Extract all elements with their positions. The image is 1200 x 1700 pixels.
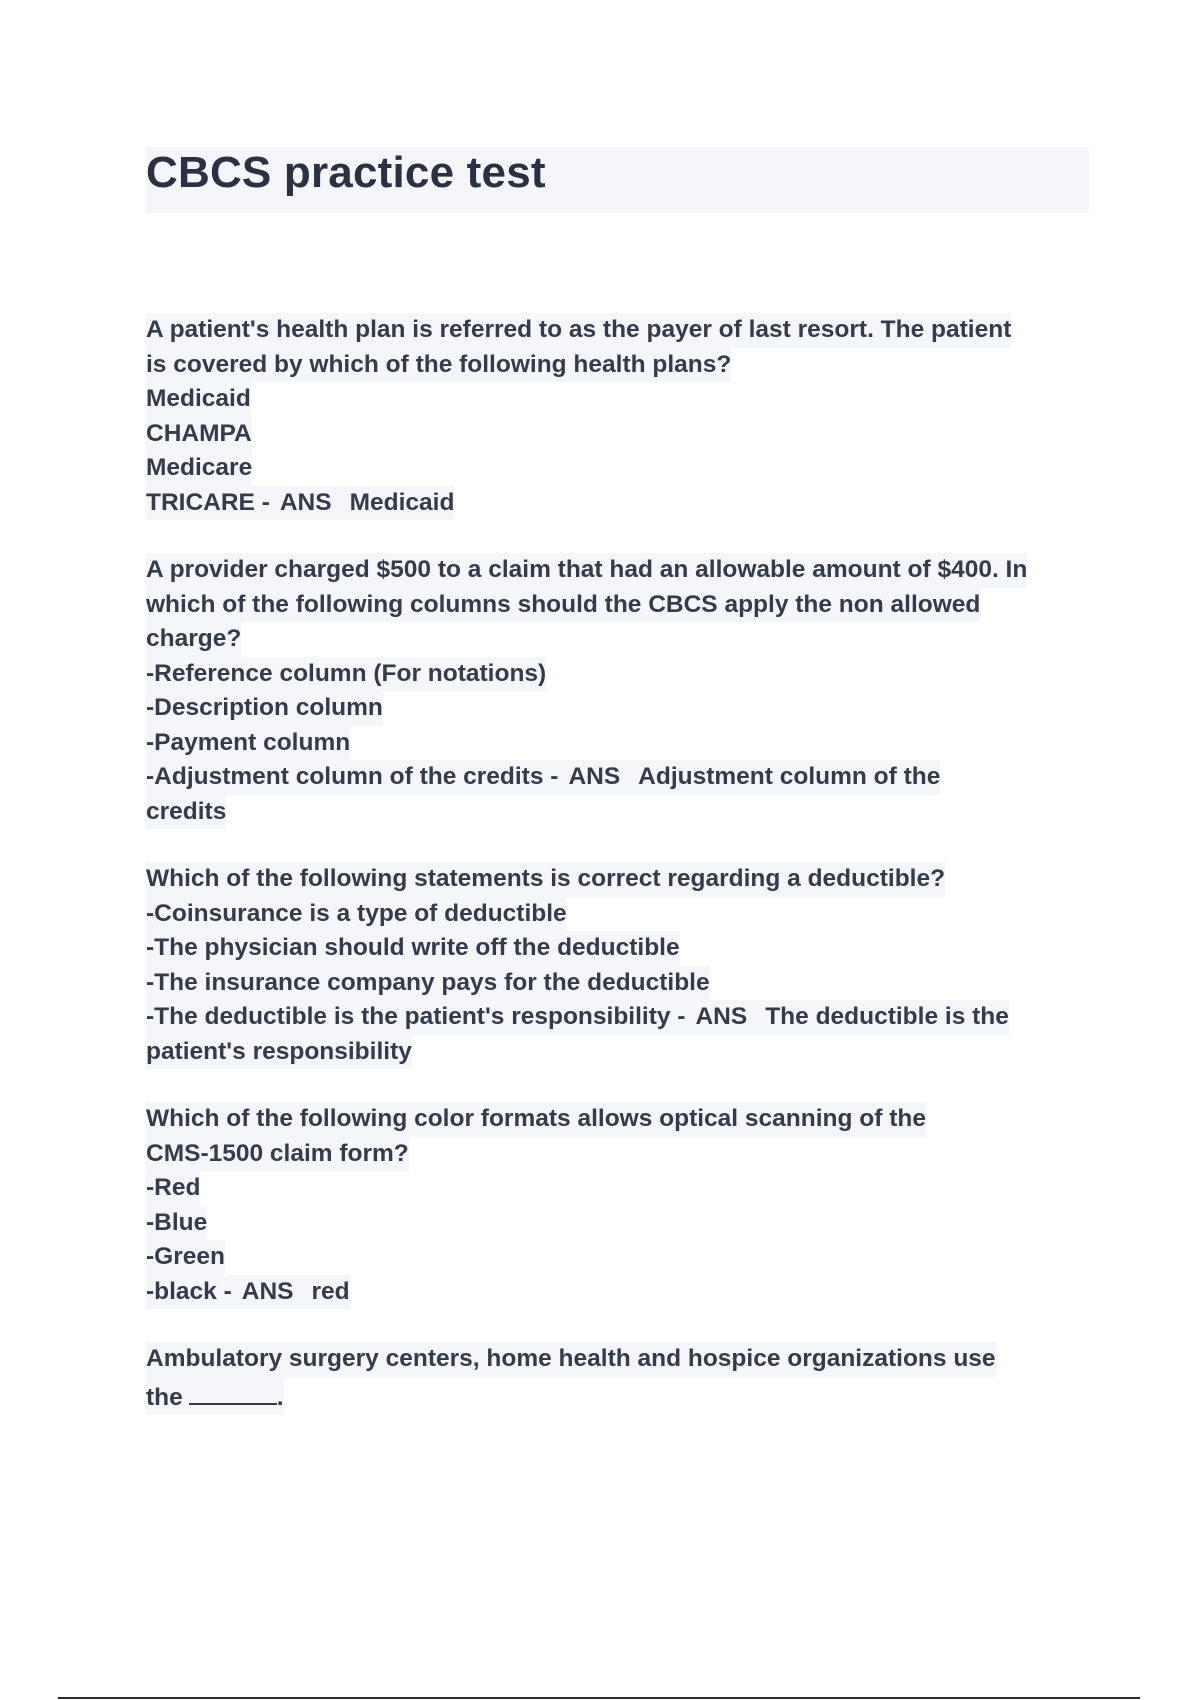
footer-divider: [58, 1697, 1140, 1699]
question-punctuation: .: [276, 1383, 284, 1411]
answer-option: -The physician should write off the deductible: [146, 931, 680, 966]
question-text-blank-line: [146, 1377, 284, 1416]
answer-option: -Reference column (For notations): [146, 657, 546, 692]
question-block: [146, 1342, 1096, 1415]
answer-label: ANS: [568, 763, 621, 790]
page-title: CBCS practice test: [146, 148, 546, 197]
answer-option: -Description column: [146, 691, 383, 726]
answer-line: [146, 1000, 1009, 1035]
question-text: A patient's health plan is referred to as the payer of last resort. The patient: [146, 313, 1011, 348]
answer-option: -black -: [146, 1277, 232, 1305]
question-block: [146, 313, 1096, 520]
fill-in-blank: [189, 1377, 277, 1405]
answer-text: red: [311, 1277, 350, 1305]
answer-text-continued: credits: [146, 795, 226, 830]
answer-option: -Green: [146, 1240, 225, 1275]
answer-label: ANS: [279, 488, 332, 516]
answer-text-continued: patient's responsibility: [146, 1035, 412, 1070]
answer-option: -Red: [146, 1171, 200, 1206]
answer-line: [146, 486, 454, 521]
question-text: charge?: [146, 622, 241, 657]
answer-label: ANS: [241, 1277, 294, 1305]
answer-text: Medicaid: [349, 488, 455, 516]
answer-option: -The insurance company pays for the deductible: [146, 966, 710, 1001]
question-block: [146, 1102, 1096, 1309]
answer-option: CHAMPA: [146, 417, 252, 452]
answer-option: Medicare: [146, 451, 252, 486]
question-block: [146, 862, 1096, 1069]
question-text: Which of the following color formats allows optical scanning of the: [146, 1102, 926, 1137]
answer-option: -The deductible is the patient's responsibility -: [146, 1003, 686, 1030]
question-block: [146, 553, 1096, 829]
answer-option: -Payment column: [146, 726, 350, 761]
answer-text: The deductible is the: [765, 1003, 1009, 1030]
answer-line: [146, 1275, 350, 1310]
question-text: A provider charged $500 to a claim that had an allowable amount of $400. In: [146, 553, 1027, 588]
answer-option: TRICARE -: [146, 488, 270, 516]
answer-option: -Adjustment column of the credits -: [146, 763, 559, 790]
answer-text: Adjustment column of the: [638, 763, 941, 790]
question-text: the: [146, 1383, 183, 1411]
question-list: [146, 313, 1096, 1448]
question-text: CMS-1500 claim form?: [146, 1137, 409, 1172]
answer-label: ANS: [695, 1003, 748, 1030]
question-text: Which of the following statements is correct regarding a deductible?: [146, 862, 945, 897]
question-text: Ambulatory surgery centers, home health and hospice organizations use: [146, 1342, 996, 1377]
answer-line: [146, 760, 940, 795]
answer-option: -Blue: [146, 1206, 207, 1241]
question-text: which of the following columns should the CBCS apply the non allowed: [146, 588, 980, 623]
answer-option: -Coinsurance is a type of deductible: [146, 897, 567, 932]
question-text: is covered by which of the following health plans?: [146, 348, 731, 383]
answer-option: Medicaid: [146, 382, 251, 417]
